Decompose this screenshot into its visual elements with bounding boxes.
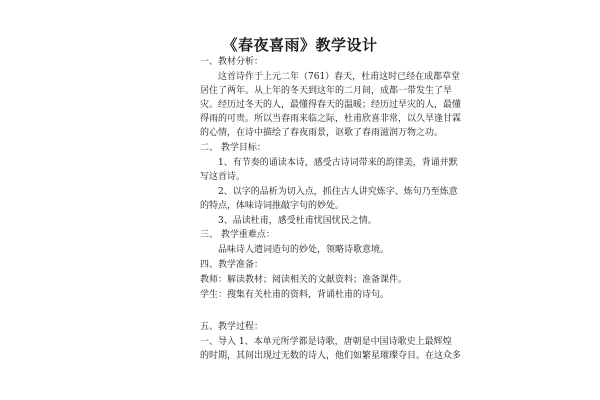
paragraph-line: 学生：搜集有关杜甫的资料，背诵杜甫的诗句。 [200,290,390,300]
list-item: 写这首诗。 [200,172,246,182]
list-item: 1、有节奏的诵读本诗，感受古诗词带来的韵律美，背诵并默 [218,158,458,168]
paragraph-line: 教师：解读教材；阅读相关的文献资料；准备课件。 [200,275,408,285]
section-heading: 一、教材分析： [200,57,264,67]
paragraph-line: 这首诗作于上元二年（761）春天，杜甫这时已经在成都草堂 [218,72,461,82]
paragraph-line: 得雨的可贵。所以当春雨来临之际，杜甫欣喜非常，以久旱逢甘霖 [200,114,462,124]
paragraph-line: 灾。经历过冬天的人，最懂得春天的温暖；经历过旱灾的人，最懂 [200,100,462,110]
paragraph-line: 一、导入 1、本单元所学都是诗歌，唐朝是中国诗歌史上最辉煌 [200,337,452,347]
paragraph-line: 的心情，在诗中描绘了春夜雨景，讴歌了春雨滋润万物之功。 [200,128,444,138]
paragraph-line: 居住了两年。从上年的冬天到这年的二月间，成都一带发生了旱 [200,86,453,96]
list-item: 的特点，体味诗词推敲字句的妙处。 [200,201,345,211]
section-heading: 五、教学过程： [200,322,264,332]
section-heading: 二、 教学目标： [200,143,266,153]
section-heading: 四、教学准备： [200,260,264,270]
paragraph-line: 品味诗人遣词造句的妙处，领略诗歌意境。 [218,245,390,255]
document-title: 《春夜喜雨》教学设计 [222,36,378,54]
list-item: 2、以字的品析为切入点，抓住古人讲究炼字、炼句乃至炼意 [218,187,458,197]
list-item: 3、品读杜甫，感受杜甫忧国忧民之情。 [218,216,377,226]
paragraph-line: 的时期，其间出现过无数的诗人，他们如繁星璀璨夺目。在这众多 [200,351,462,361]
section-heading: 三、 教学重难点： [200,230,275,240]
